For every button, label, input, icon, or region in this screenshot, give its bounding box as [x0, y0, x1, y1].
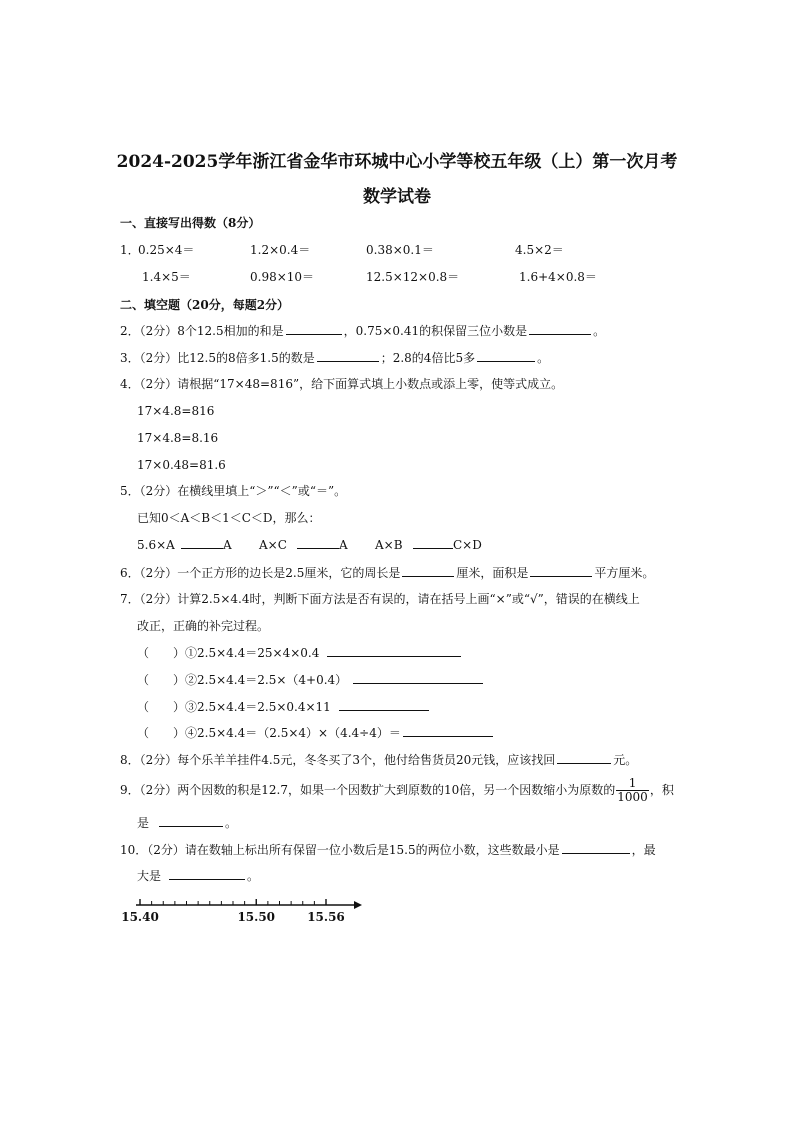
answer-blank[interactable]	[159, 816, 223, 827]
question-text: ，积	[649, 783, 674, 797]
question-text: ，0.75×0.41的积保留三位小数是	[343, 324, 528, 338]
question-6	[120, 566, 654, 580]
answer-blank[interactable]	[403, 726, 493, 737]
question-number: 5．	[120, 484, 140, 498]
fraction	[616, 777, 649, 804]
answer-blank[interactable]	[530, 566, 592, 577]
question-text: （2分）每个乐羊羊挂件4.5元，冬冬买了3个，他付给售货员20元钱，应该找回	[139, 753, 556, 767]
page-subtitle: 数学试卷	[363, 187, 431, 207]
question-10-line2	[137, 869, 259, 883]
answer-blank[interactable]	[327, 646, 461, 657]
judge-paren[interactable]: （ ）	[137, 726, 186, 740]
question-text: ；2.8的4倍比5多	[380, 351, 476, 365]
question-text: 。	[225, 816, 238, 830]
method-row	[137, 726, 495, 740]
question-text: 平方厘米。	[594, 566, 655, 580]
question-8	[120, 753, 637, 767]
answer-blank[interactable]	[317, 351, 379, 362]
question-number: 1．	[120, 243, 140, 257]
method-row	[137, 673, 485, 687]
comparison-row	[137, 538, 537, 554]
calc-item: 0.38×0.1＝	[366, 243, 434, 257]
answer-blank[interactable]	[477, 351, 535, 362]
question-number: 6．	[120, 566, 140, 580]
number-line[interactable]	[121, 890, 370, 926]
answer-blank[interactable]	[169, 869, 245, 880]
calc-item: 12.5×12×0.8＝	[366, 270, 460, 284]
question-text: （2分）请根据“17×48=816”，给下面算式填上小数点或添上零，使等式成立。	[139, 377, 564, 391]
tick-label: 15.40	[121, 910, 159, 924]
judge-paren[interactable]: （ ）	[137, 673, 186, 687]
answer-blank[interactable]	[529, 324, 591, 335]
question-text: 厘米，面积是	[456, 566, 529, 580]
question-7	[120, 592, 640, 606]
compare-right: C×D	[453, 538, 482, 552]
calc-item: 0.25×4＝	[138, 243, 195, 257]
question-number: 8．	[120, 753, 140, 767]
method-text: ③2.5×4.4＝2.5×0.4×11	[185, 700, 331, 714]
fraction-denominator: 1000	[617, 790, 648, 804]
question-number: 9．	[120, 783, 140, 797]
calc-item: 4.5×2＝	[515, 243, 564, 257]
answer-blank[interactable]	[181, 538, 223, 549]
tick-label: 15.56	[307, 910, 345, 924]
judge-paren[interactable]: （ ）	[137, 646, 186, 660]
question-number: 2．	[120, 324, 140, 338]
calc-item: 1.6+4×0.8＝	[519, 270, 597, 284]
question-text: ，最	[631, 843, 656, 857]
answer-blank[interactable]	[339, 700, 429, 711]
judge-paren[interactable]: （ ）	[137, 700, 186, 714]
question-text: 改正，正确的补完过程。	[137, 619, 270, 633]
question-text: （2分）在横线里填上“＞”“＜”或“＝”。	[139, 484, 347, 498]
question-text: 。	[247, 869, 260, 883]
question-text: （2分）两个因数的积是12.7，如果一个因数扩大到原数的10倍，另一个因数缩小为原数的	[139, 783, 616, 797]
question-3	[120, 351, 549, 365]
question-5	[120, 484, 346, 498]
question-1	[120, 243, 680, 287]
question-number: 10．	[120, 843, 148, 857]
compare-left: A×B	[375, 538, 403, 552]
question-2	[120, 324, 605, 338]
compare-left: 5.6×A	[137, 538, 175, 552]
question-text: 。	[537, 351, 550, 365]
compare-right: A	[339, 538, 348, 552]
compare-left: A×C	[259, 538, 287, 552]
question-number: 7．	[120, 592, 140, 606]
question-text: 元。	[613, 753, 638, 767]
question-text: （2分）8个12.5相加的和是	[139, 324, 284, 338]
question-text: （2分）请在数轴上标出所有保留一位小数后是15.5的两位小数，这些数最小是	[147, 843, 560, 857]
section-heading-2: 二、填空题（20分，每题2分）	[120, 298, 290, 312]
method-row	[137, 700, 431, 714]
axis-arrow	[354, 901, 362, 909]
question-number: 4．	[120, 377, 140, 391]
method-row	[137, 646, 463, 660]
calc-item: 0.98×10＝	[250, 270, 315, 284]
equation-line: 17×4.8=8.16	[137, 431, 219, 445]
tick-label: 15.50	[237, 910, 276, 924]
answer-blank[interactable]	[557, 753, 611, 764]
question-9	[120, 775, 674, 805]
equation-line: 17×4.8=816	[137, 404, 215, 418]
question-9-line2	[137, 816, 237, 830]
question-4	[120, 377, 563, 391]
question-text: 是	[137, 816, 150, 830]
question-text: 大是	[137, 869, 162, 883]
answer-blank[interactable]	[562, 843, 630, 854]
compare-right: A	[223, 538, 232, 552]
question-text: （2分）计算2.5×4.4时，判断下面方法是否有误的，请在括号上画“×”或“√”，错误的在横线上	[139, 592, 640, 606]
method-text: ①2.5×4.4＝25×4×0.4	[185, 646, 320, 660]
answer-blank[interactable]	[286, 324, 342, 335]
question-text: 。	[593, 324, 606, 338]
method-text: ②2.5×4.4＝2.5×（4+0.4）	[185, 673, 348, 687]
answer-blank[interactable]	[413, 538, 453, 549]
fraction-numerator: 1	[616, 777, 649, 791]
given-condition: 已知0＜A＜B＜1＜C＜D，那么：	[137, 511, 321, 525]
calc-item: 1.2×0.4＝	[250, 243, 311, 257]
calc-item: 1.4×5＝	[142, 270, 191, 284]
answer-blank[interactable]	[353, 673, 483, 684]
section-heading-1: 一、直接写出得数（8分）	[120, 216, 261, 230]
question-text: （2分）一个正方形的边长是2.5厘米，它的周长是	[139, 566, 401, 580]
answer-blank[interactable]	[402, 566, 454, 577]
answer-blank[interactable]	[297, 538, 339, 549]
method-text: ④2.5×4.4＝（2.5×4）×（4.4÷4）＝	[185, 726, 401, 740]
page-title: 2024-2025学年浙江省金华市环城中心小学等校五年级（上）第一次月考	[116, 152, 678, 172]
equation-line: 17×0.48=81.6	[137, 458, 226, 472]
question-text: （2分）比12.5的8倍多1.5的数是	[139, 351, 315, 365]
question-10	[120, 843, 656, 857]
question-number: 3．	[120, 351, 140, 365]
